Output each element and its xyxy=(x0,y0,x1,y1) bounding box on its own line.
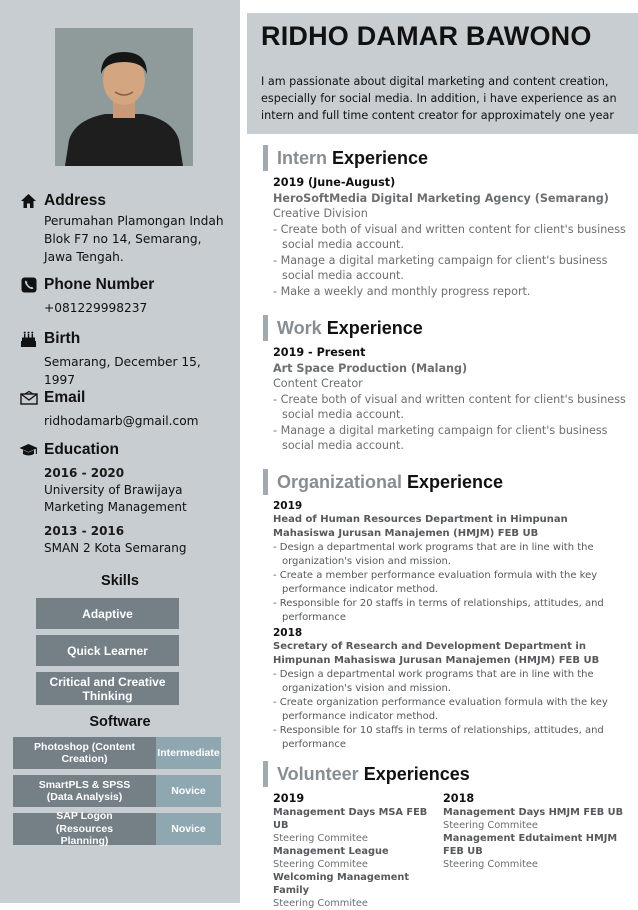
section-title-dark: Experience xyxy=(407,471,504,492)
envelope-icon xyxy=(19,389,38,407)
experience-role: Content Creator xyxy=(273,377,363,390)
experience-bullet: - Create both of visual and written content for client's business social media account. xyxy=(273,392,626,421)
skill-badge: Adaptive xyxy=(36,598,179,629)
volunteer-role: Steering Commitee xyxy=(443,820,538,831)
section-title-light: Organizational xyxy=(277,471,403,492)
organization-title: Head of Human Resources Department in Himpunan Mahasiswa Jurusan Manajemen (HMJM) FEB UB xyxy=(273,514,568,539)
volunteer-event: Management Edutaiment HMJM FEB UB xyxy=(443,833,618,857)
work-experience xyxy=(273,345,633,454)
volunteer-experience-heading xyxy=(263,761,470,787)
experience-bullet: - Manage a digital marketing campaign for client's business social media account. xyxy=(273,423,608,452)
address-line: Jawa Tengah. xyxy=(44,250,124,264)
header xyxy=(247,13,638,134)
volunteer-role: Steering Commitee xyxy=(273,898,368,909)
organization-period: 2018 xyxy=(273,627,303,639)
volunteer-year: 2018 xyxy=(443,792,475,805)
software-name: Photoshop (Content Creation) xyxy=(13,737,156,769)
education-title: Education xyxy=(44,441,119,458)
phone-title: Phone Number xyxy=(44,276,155,293)
volunteer-event: Management Days MSA FEB UB xyxy=(273,807,428,831)
software-row xyxy=(13,810,221,848)
organization-title: Secretary of Research and Development Department in Himpunan Mahasiswa Jurusan Manajemen (HMJM) FEB UB xyxy=(273,641,600,666)
organization-bullet: - Create a member performance evaluation formula with the key performance indicator method. xyxy=(273,570,598,595)
work-experience-heading xyxy=(263,315,423,341)
volunteer-event: Welcoming Management Family xyxy=(273,872,410,896)
address-title: Address xyxy=(44,192,107,209)
volunteer-year: 2019 xyxy=(273,792,305,805)
experience-role: Creative Division xyxy=(273,207,368,220)
organization-bullet: - Responsible for 20 staffs in terms of relationships, attitudes, and performance xyxy=(273,598,604,623)
organization-entry xyxy=(273,626,633,752)
phone-icon xyxy=(19,276,38,294)
skills-title: Skills xyxy=(101,573,139,589)
profile-photo xyxy=(55,28,193,166)
experience-bullet: - Make a weekly and monthly progress report. xyxy=(273,284,531,298)
section-title-dark: Experience xyxy=(326,317,423,338)
section-bar xyxy=(263,315,268,341)
organization-bullet: - Design a departmental work programs that are in line with the organization's vision and mission. xyxy=(273,542,594,567)
volunteer-event: Management League xyxy=(273,846,389,857)
education-entry xyxy=(19,523,234,557)
organizational-experience-heading xyxy=(263,469,503,495)
experience-period: 2019 - Present xyxy=(273,346,366,359)
software-level: Novice xyxy=(156,775,221,807)
email-section xyxy=(19,388,234,430)
section-bar xyxy=(263,469,268,495)
experience-bullet: - Manage a digital marketing campaign for client's business social media account. xyxy=(273,253,608,282)
experience-bullet: - Create both of visual and written content for client's business social media account. xyxy=(273,222,626,251)
graduation-cap-icon xyxy=(19,441,38,459)
volunteer-role: Steering Commitee xyxy=(273,833,368,844)
software-level: Intermediate xyxy=(156,737,221,769)
section-title-dark: Experiences xyxy=(363,763,470,784)
organizational-experience xyxy=(273,499,633,752)
birthday-cake-icon xyxy=(19,330,38,348)
volunteer-column xyxy=(273,791,438,910)
page-title: RIDHO DAMAR BAWONO xyxy=(261,21,592,51)
education-line: SMAN 2 Kota Semarang xyxy=(44,541,187,555)
birth-section xyxy=(19,329,234,389)
education-line: University of Brawijaya xyxy=(44,483,183,497)
software-title: Software xyxy=(89,714,151,730)
section-title-light: Intern xyxy=(277,147,328,168)
organization-period: 2019 xyxy=(273,500,303,512)
home-icon xyxy=(19,192,38,210)
section-title-dark: Experience xyxy=(332,147,429,168)
organization-bullet: - Create organization performance evaluation formula with the key performance indicator method. xyxy=(273,697,608,722)
section-bar xyxy=(263,145,268,171)
software-name: SmartPLS & SPSS (Data Analysis) xyxy=(13,775,156,807)
phone-number: +081229998237 xyxy=(44,301,148,315)
skill-badge: Critical and Creative Thinking xyxy=(36,672,179,705)
organization-bullet: - Design a departmental work programs that are in line with the organization's vision and mission. xyxy=(273,669,594,694)
address-line: Blok F7 no 14, Semarang, xyxy=(44,232,202,246)
birth-value: Semarang, December 15, 1997 xyxy=(44,355,201,387)
software-level: Novice xyxy=(156,813,221,845)
education-period: 2013 - 2016 xyxy=(44,524,125,538)
experience-organization: Art Space Production (Malang) xyxy=(273,361,468,375)
education-section xyxy=(19,440,234,557)
intern-experience xyxy=(273,175,633,299)
software-name: SAP Logon (Resources Planning) xyxy=(13,813,156,845)
phone-section xyxy=(19,275,234,317)
organization-bullet: - Responsible for 10 staffs in terms of relationships, attitudes, and performance xyxy=(273,725,604,750)
address-line: Perumahan Plamongan Indah xyxy=(44,214,224,228)
volunteer-role: Steering Commitee xyxy=(273,859,368,870)
software-row xyxy=(13,737,221,769)
volunteer-role: Steering Commitee xyxy=(443,859,538,870)
software-row xyxy=(13,775,221,807)
education-line: Marketing Management xyxy=(44,500,187,514)
address-section xyxy=(19,191,234,266)
email-title: Email xyxy=(44,389,86,406)
volunteer-column xyxy=(443,791,628,871)
experience-organization: HeroSoftMedia Digital Marketing Agency (Semarang) xyxy=(273,191,609,205)
volunteer-event: Management Days HMJM FEB UB xyxy=(443,807,624,818)
sidebar xyxy=(0,0,240,903)
intern-experience-heading xyxy=(263,145,428,171)
summary: I am passionate about digital marketing and content creation, especially for social media. In addition, i have experience as an intern and full time content creator for approximately one year xyxy=(261,75,617,122)
education-period: 2016 - 2020 xyxy=(44,466,125,480)
section-title-light: Volunteer xyxy=(277,763,359,784)
organization-entry xyxy=(273,499,633,625)
section-bar xyxy=(263,761,268,787)
education-entry xyxy=(19,465,234,516)
email-value[interactable]: ridhodamarb@gmail.com xyxy=(44,414,199,428)
skill-badge: Quick Learner xyxy=(36,635,179,666)
section-title-light: Work xyxy=(277,317,322,338)
birth-title: Birth xyxy=(44,330,81,347)
experience-period: 2019 (June-August) xyxy=(273,176,396,189)
